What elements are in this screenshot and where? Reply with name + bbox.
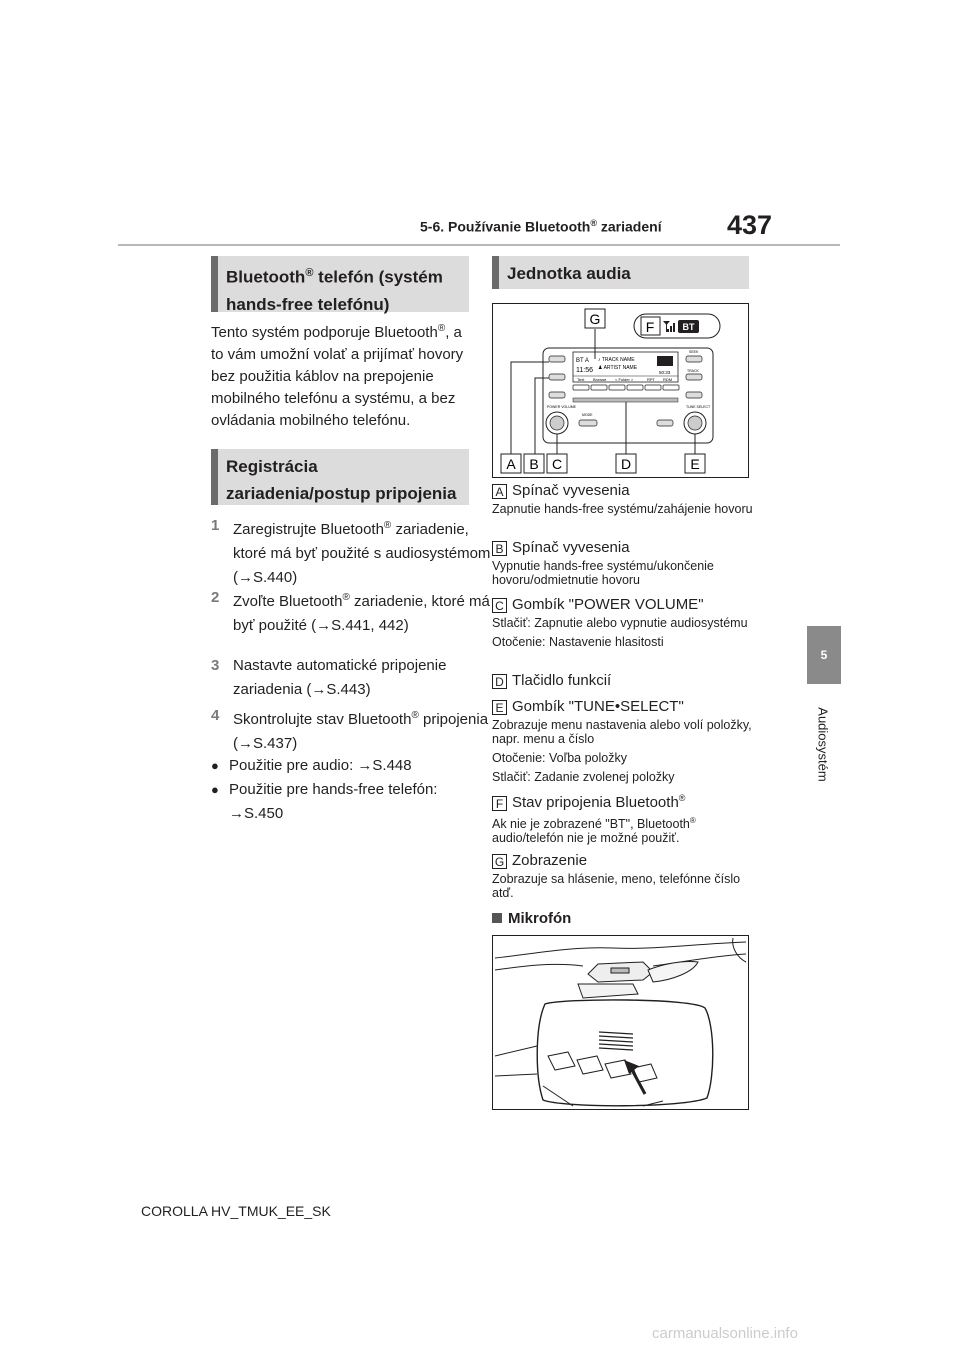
legend-letter: C	[492, 598, 507, 613]
legend-desc: Zapnutie hands-free systému/zahájenie hovoru	[492, 502, 753, 516]
track-button	[686, 374, 702, 380]
display-elapsed-text: 50:33	[659, 370, 671, 375]
step-text-b: zariadenie, ktoré má byť použité s audiosystémom (→S.440)	[233, 521, 491, 586]
mode-label: MODE	[582, 413, 593, 417]
chapter-label: Audiosystém	[815, 707, 831, 782]
bullet-handsfree: ● Použitie pre hands-free telefón: →S.450	[211, 778, 491, 826]
seek-label: SEEK	[689, 350, 699, 354]
legend-item-c	[492, 596, 754, 649]
legend-letter: E	[492, 700, 507, 715]
watermark: carmanualsonline.info	[652, 1325, 798, 1342]
legend-item-a	[492, 482, 754, 516]
legend-item-d	[492, 672, 754, 690]
pickup-button	[549, 356, 565, 362]
track-label: TRACK	[687, 369, 699, 373]
step-2	[211, 586, 495, 638]
intro-text-b: , a to vám umožní volať a prijímať hovory bez použitia káblov na prepojenie mobilného telefónu a systému, a bez ovládania mobilného telefónu.	[211, 324, 464, 429]
heading-text: Jednotka audia	[507, 264, 631, 283]
section-heading-registration	[211, 449, 469, 505]
bullet-audio: ● Použitie pre audio: →S.448	[211, 754, 491, 778]
skip-button	[686, 392, 702, 398]
svg-text:BT: BT	[682, 322, 695, 332]
legend-letter: A	[492, 484, 507, 499]
legend-desc: Otočenie: Nastavenie hlasitosti	[492, 635, 664, 649]
page-number: 437	[727, 210, 773, 240]
registered-mark: ®	[305, 267, 314, 279]
registered-mark: ®	[689, 816, 696, 825]
callout-b: B	[529, 456, 539, 472]
registered-mark: ®	[342, 592, 350, 603]
callout-e: E	[690, 456, 700, 472]
legend-desc: Stlačiť: Zadanie zvolenej položky	[492, 770, 675, 784]
footer-model-code: COROLLA HV_TMUK_EE_SK	[141, 1203, 331, 1219]
legend-label: Gombík "TUNE•SELECT"	[512, 698, 684, 715]
section-header-suffix: zariadení	[597, 218, 662, 235]
step-number: 2	[211, 589, 220, 606]
eject-button	[549, 392, 565, 398]
callout-d: D	[620, 456, 632, 472]
legend-desc: Zobrazuje sa hlásenie, meno, telefónne číslo atď.	[492, 872, 741, 900]
legend-desc: Otočenie: Voľba položky	[492, 751, 627, 765]
callout-c: C	[551, 456, 563, 472]
intro-text-a: Tento systém podporuje Bluetooth	[211, 324, 438, 341]
hangup-button	[549, 374, 565, 380]
section-heading-audio-unit	[492, 256, 749, 289]
legend-letter: D	[492, 674, 507, 689]
softkey-browse: Browse	[593, 377, 607, 382]
display-track-text: ♪ TRACK NAME	[598, 357, 635, 363]
legend-letter: B	[492, 541, 507, 556]
heading-text-b: telefón (systém hands-free telefónu)	[226, 267, 443, 314]
audio-unit-figure	[492, 303, 749, 478]
legend-label: Stav pripojenia Bluetooth	[512, 794, 679, 811]
legend-item-e	[492, 698, 754, 784]
legend-item-f	[492, 793, 754, 845]
audio-unit-illustration	[493, 304, 748, 477]
step-text-a: Zvoľte Bluetooth	[233, 593, 343, 610]
step-text-b: pripojenia (→S.437)	[233, 711, 489, 752]
legend-desc-a: Ak nie je zobrazené "BT", Bluetooth	[492, 817, 690, 832]
registered-mark: ®	[678, 793, 686, 803]
chapter-tab: 5	[807, 626, 841, 684]
heading-text-a: Bluetooth	[226, 267, 306, 287]
microphone-heading-text: Mikrofón	[508, 910, 572, 927]
section-header	[420, 218, 662, 235]
legend-letter: G	[492, 854, 507, 869]
power-label: POWER VOLUME	[547, 405, 576, 409]
legend-item-g	[492, 852, 754, 900]
display-source-text: BT A	[576, 358, 589, 364]
tune-label: TUNE SELECT	[686, 405, 711, 409]
mode-button	[579, 420, 597, 426]
legend-label: Tlačidlo funkcií	[512, 672, 612, 689]
legend-desc: Vypnutie hands-free systému/ukončenie hovoru/odmietnutie hovoru	[492, 559, 714, 587]
registered-mark: ®	[437, 323, 446, 334]
registered-mark: ®	[590, 218, 597, 228]
section-header-prefix: 5-6. Používanie Bluetooth	[420, 218, 591, 235]
legend-letter: F	[492, 796, 507, 811]
registered-mark: ®	[383, 520, 392, 531]
step-text-b: zariadenie, ktoré má byť použité (→S.441, 442)	[233, 593, 490, 634]
legend-label: Spínač vyvesenia	[512, 539, 630, 556]
callout-a: A	[506, 456, 516, 472]
legend-desc	[492, 814, 754, 845]
step-text-a: Nastavte automatické pripojenie zariadenia (→S.443)	[233, 657, 447, 698]
step-4	[211, 704, 495, 756]
step-text-a: Skontrolujte stav Bluetooth	[233, 711, 412, 728]
section-heading-bluetooth-phone	[211, 256, 469, 312]
step-number: 3	[211, 657, 220, 674]
legend-label: Gombík "POWER VOLUME"	[512, 596, 704, 613]
legend-label: Zobrazenie	[512, 852, 588, 869]
heading-text: Registrácia zariadenia/postup pripojenia	[226, 457, 457, 503]
step-text-a: Zaregistrujte Bluetooth	[233, 521, 384, 538]
seek-button	[686, 356, 702, 362]
registered-mark: ®	[411, 710, 419, 721]
callout-f: F	[645, 319, 655, 335]
step-1	[211, 514, 495, 590]
header-divider	[118, 244, 840, 246]
step-3	[211, 654, 495, 702]
microphone-figure	[492, 935, 749, 1110]
microphone-illustration	[493, 936, 748, 1109]
softkey-rpt: RPT	[647, 377, 655, 382]
step-number: 4	[211, 707, 220, 724]
softkey-text: Text	[577, 377, 585, 382]
legend-desc: Stlačiť: Zapnutie alebo vypnutie audiosystému	[492, 616, 748, 630]
cd-slot	[573, 398, 678, 402]
step-number: 1	[211, 517, 220, 534]
microphone-heading	[492, 910, 571, 927]
legend-desc: Zobrazuje menu nastavenia alebo volí položky, napr. menu a číslo	[492, 718, 752, 746]
softkey-folder: < Folder >	[615, 377, 634, 382]
display-artist-text: ♟ ARTIST NAME	[598, 365, 638, 371]
bt-indicator	[657, 356, 673, 366]
legend-desc-b: audio/telefón nie je možné použiť.	[492, 831, 680, 846]
legend-label: Spínač vyvesenia	[512, 482, 630, 499]
square-bullet-icon	[492, 913, 502, 923]
legend-item-b	[492, 539, 754, 587]
display-time-text: 11:56	[576, 367, 593, 374]
function-button	[657, 420, 673, 426]
softkey-rdm: RDM	[663, 377, 673, 382]
intro-paragraph	[211, 318, 473, 432]
callout-g: G	[589, 311, 601, 327]
